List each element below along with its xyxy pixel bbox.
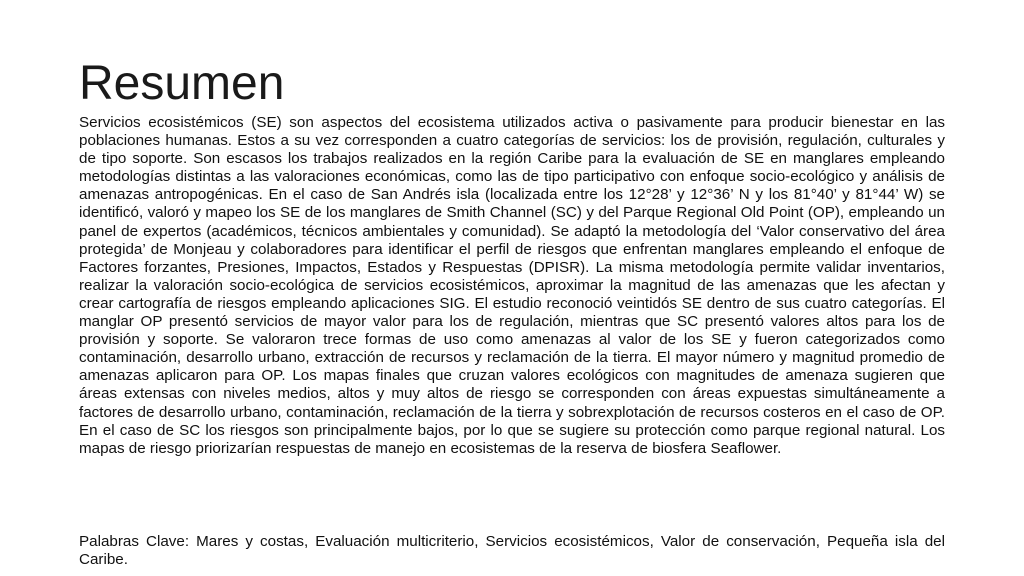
keywords-paragraph: Palabras Clave: Mares y costas, Evaluación multicriterio, Servicios ecosistémicos, Valor de conservación, Pequeña isla del Caribe. (79, 533, 945, 569)
abstract-paragraph: Servicios ecosistémicos (SE) son aspectos del ecosistema utilizados activa o pasivamente para producir bienestar en las poblaciones humanas. Estos a su vez corresponden a cuatro categorías de servicios: los de provisión, regulación, culturales y de tipo soporte. Son escasos los trabajos realizados en la región Caribe para la evaluación de SE en manglares empleando metodologías distintas a las valoraciones económicas, como las de tipo participativo con enfoque socio-ecológico y análisis de amenazas antropogénicas. En el caso de San Andrés isla (localizada entre los 12°28’ y 12°36’ N y los 81°40’ y 81°44’ W) se identificó, valoró y mapeo los SE de los manglares de Smith Channel (SC) y del Parque Regional Old Point (OP), empleando un panel de expertos (académicos, técnicos ambientales y comunidad). Se adaptó la metodología del ‘Valor conservativo del área protegida’ de Monjeau y colaboradores para identificar el perfil de riesgos que enfrentan manglares empleando el enfoque de Factores forzantes, Presiones, Impactos, Estados y Respuestas (DPISR). La misma metodología permite validar inventarios, realizar la valoración socio-ecológica de servicios ecosistémicos, aproximar la magnitud de las amenazas que les afectan y crear cartografía de riesgos empleando aplicaciones SIG. El estudio reconoció veintidós SE dentro de sus cuatro categorías. El manglar OP presentó servicios de mayor valor para los de regulación, mientras que SC presentó valores altos para los de provisión y soporte. Se valoraron trece formas de uso como amenazas al valor de los SE y fueron categorizados como contaminación, desarrollo urbano, extracción de recursos y reclamación de la tierra. El mayor número y magnitud promedio de amenazas aplicaron para OP. Los mapas finales que cruzan valores ecológicos con magnitudes de amenaza sugieren que áreas extensas con niveles medios, altos y muy altos de riesgo se corresponden con áreas expuestas simultáneamente a factores de desarrollo urbano, contaminación, reclamación de la tierra y sobrexplotación de recursos costeros en el caso de OP. En el caso de SC los riesgos son principalmente bajos, por lo que se sugiere su protección como parque regional natural. Los mapas de riesgo priorizarían respuestas de manejo en ecosistemas de la reserva de biosfera Seaflower. (79, 114, 945, 457)
slide-title: Resumen (79, 57, 285, 110)
